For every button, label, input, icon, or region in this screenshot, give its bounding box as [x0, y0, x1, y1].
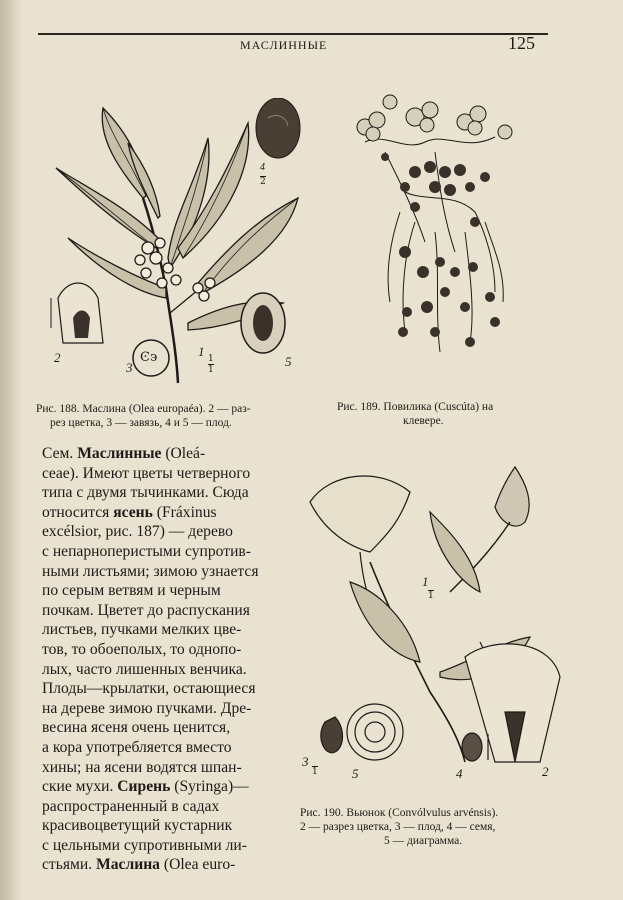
text-line: [42, 581, 292, 601]
text-line: [42, 855, 292, 875]
text-run: ceae). Имеют цветы четверного: [42, 464, 251, 482]
dodder-illustration: [345, 92, 525, 382]
olive-illustration: [48, 98, 310, 388]
bold-term: Маслина: [96, 856, 160, 874]
page-gutter-shadow: [0, 0, 22, 900]
fig188-caption: [36, 402, 321, 430]
body-text: [42, 444, 292, 875]
text-run: типа с двумя тычинками. Сюда: [42, 484, 249, 502]
text-run: относится: [42, 503, 114, 521]
text-line: [42, 620, 292, 640]
fig188-label-2: 2: [54, 350, 61, 365]
caption-line: 5 — диаграмма.: [384, 835, 463, 847]
bold-term: Маслинные: [77, 445, 162, 462]
fig188-label-4-den: 2: [260, 177, 266, 187]
text-line: [42, 542, 292, 562]
text-run: стьями.: [42, 856, 97, 874]
fig188-label-1-num: 1: [208, 354, 214, 364]
olive-fruit-drawing: [256, 98, 300, 158]
text-line: [42, 483, 292, 503]
text-run: хины; на ясени водятся шпан-: [42, 758, 242, 776]
text-run: Сем.: [42, 445, 78, 462]
text-run: ными листьями; зимою узнается: [42, 562, 259, 580]
text-line: [42, 816, 292, 836]
text-run: распространенный в садах: [42, 797, 220, 815]
fig190-label-5: 5: [352, 766, 359, 781]
text-run: листьев, пучками мелких цве-: [42, 621, 242, 639]
caption-line: клевере.: [403, 415, 444, 427]
text-run: весина ясеня очень ценится,: [42, 719, 231, 737]
text-run: ские мухи.: [42, 778, 118, 796]
fig188-label-1-den: 1: [208, 365, 214, 375]
text-run: почкам. Цветет до распускания: [42, 601, 250, 619]
fig190-label-3-den: 1: [312, 767, 318, 777]
fig190-label-3: 3: [302, 754, 309, 769]
page-number: 125: [508, 33, 535, 53]
text-line: [42, 679, 292, 699]
text-run: excélsior, рис. 187) — дерево: [42, 523, 233, 541]
fig188-label-3: 3: [126, 360, 133, 375]
text-line: [42, 503, 292, 523]
text-line: [42, 464, 292, 484]
figure-dodder: [345, 92, 525, 382]
text-run: красивоцветущий кустарник: [42, 817, 233, 835]
text-run: по серым ветвям и черным: [42, 582, 221, 600]
figure-bindweed: [300, 462, 570, 784]
text-line: [42, 758, 292, 778]
caption-line: рез цветка, 3 — завязь, 4 и 5 — плод.: [50, 417, 232, 429]
text-run: Плоды—крылатки, остающиеся: [42, 680, 256, 698]
text-line: [42, 522, 292, 542]
text-line: [42, 444, 292, 464]
text-run: (Olea euro-: [159, 856, 236, 874]
text-line: [42, 660, 292, 680]
caption-line: 2 — разрез цветка, 3 — плод, 4 — семя,: [300, 821, 496, 833]
text-line: [42, 562, 292, 582]
caption-line: Рис. 189. Повилика (Cuscúta) на: [337, 401, 494, 413]
text-run: с непарноперистыми супротив-: [42, 542, 251, 560]
text-line: [42, 836, 292, 856]
text-line: [42, 699, 292, 719]
fig190-caption: [300, 806, 580, 848]
fig190-label-1: 1: [422, 574, 429, 589]
text-run: а кора употребляется вместо: [42, 738, 232, 756]
text-run: (Syringa)—: [170, 778, 249, 796]
fig190-label-1-den: 1: [428, 591, 434, 601]
fig189-caption: [337, 400, 567, 428]
running-head: МАСЛИННЫЕ: [240, 38, 328, 52]
fig188-label-4: 4: [260, 162, 265, 173]
figure-olive: [48, 98, 310, 388]
fig188-label-5: 5: [285, 354, 292, 369]
text-run: на дереве зимою пучками. Дре-: [42, 699, 252, 717]
fig188-label-1: 1: [198, 344, 205, 359]
fig188-ovary-symbol: Ͼ϶: [140, 350, 158, 365]
bindweed-illustration: [300, 462, 570, 784]
header-rule: [38, 33, 548, 35]
text-run: с цельными супротивными ли-: [42, 836, 247, 854]
text-run: тов, то обоеполых, то однопо-: [42, 640, 242, 658]
text-line: [42, 601, 292, 621]
fig190-label-4: 4: [456, 766, 463, 781]
bold-term: ясень: [113, 503, 153, 521]
text-run: лых, часто лишенных венчика.: [42, 660, 247, 678]
caption-line: Рис. 190. Вьюнок (Convólvulus arvénsis).: [300, 807, 499, 819]
text-line: [42, 777, 292, 797]
fig190-label-2: 2: [542, 764, 549, 779]
text-line: [42, 640, 292, 660]
text-line: [42, 797, 292, 817]
bold-term: Сирень: [117, 778, 171, 796]
text-line: [42, 718, 292, 738]
text-line: [42, 738, 292, 758]
text-run: (Fráxinus: [152, 503, 217, 521]
caption-line: Рис. 188. Маслина (Olea europaéa). 2 — раз-: [36, 403, 251, 415]
text-run: (Oleá-: [161, 445, 206, 462]
